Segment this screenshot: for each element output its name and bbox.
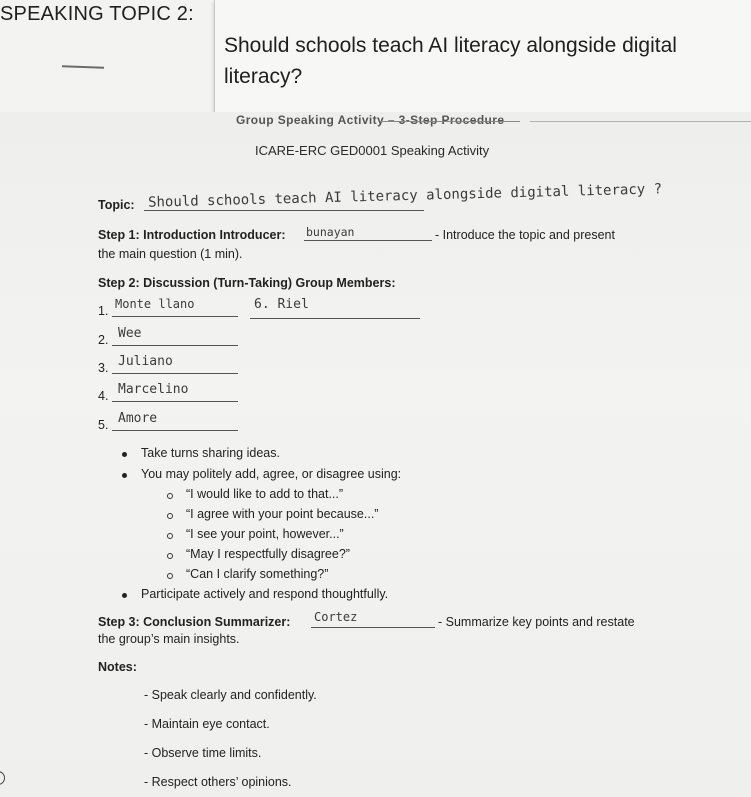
member-six-underline <box>250 318 420 319</box>
member-six: 6. Riel <box>254 297 309 312</box>
topic-label: Topic: <box>98 198 135 212</box>
bullet-text: You may politely add, agree, or disagree using: <box>141 467 402 481</box>
sheet-edge-line <box>530 121 751 122</box>
note-item: - Maintain eye contact. <box>144 717 270 731</box>
bullet-dot <box>122 593 127 598</box>
member-number: 3. <box>98 361 109 375</box>
step2-label: Step 2: Discussion (Turn-Taking) Group Members: <box>98 276 396 290</box>
sub-bullet-ring <box>167 493 173 499</box>
notes-label: Notes: <box>98 660 137 674</box>
strikethrough-line <box>380 121 520 122</box>
member-underline <box>112 430 238 431</box>
member-name: Juliano <box>118 354 173 369</box>
member-number: 5. <box>98 418 109 432</box>
bullet-dot <box>122 473 127 478</box>
member-underline <box>112 316 238 317</box>
document-heading: ICARE-ERC GED0001 Speaking Activity <box>255 143 490 158</box>
phrase-text: “May I respectfully disagree?” <box>186 547 350 561</box>
note-item: - Observe time limits. <box>144 746 262 760</box>
note-item: - Speak clearly and confidently. <box>144 688 317 702</box>
member-underline <box>112 345 238 346</box>
phrase-text: “Can I clarify something?” <box>186 567 329 581</box>
phrase-text: “I see your point, however...” <box>186 527 344 541</box>
step3-instruction: - Summarize key points and restate <box>438 615 635 629</box>
step3-instruction-cont: the group’s main insights. <box>98 632 240 646</box>
activity-sheet <box>0 112 751 797</box>
introducer-underline <box>304 240 432 241</box>
step1-instruction-cont: the main question (1 min). <box>98 247 243 261</box>
phrase-text: “I agree with your point because...” <box>186 507 379 521</box>
topic-question: Should schools teach AI literacy alongside digital literacy? <box>224 34 677 88</box>
speaking-topic-header: SPEAKING TOPIC 2: <box>0 3 194 25</box>
member-underline <box>112 401 238 402</box>
member-number: 1. <box>98 304 109 318</box>
introducer-name: bunayan <box>306 225 355 239</box>
sub-bullet-ring <box>167 533 173 539</box>
member-number: 2. <box>98 333 109 347</box>
step1-instruction: - Introduce the topic and present <box>435 228 615 242</box>
sub-bullet-ring <box>167 513 173 519</box>
summarizer-name: Cortez <box>314 610 358 624</box>
phrase-text: “I would like to add to that...” <box>186 487 344 501</box>
note-item: - Respect others’ opinions. <box>144 775 292 789</box>
summarizer-underline <box>311 627 435 628</box>
member-name: Monte llano <box>115 297 195 311</box>
step1-label: Step 1: Introduction Introducer: <box>98 228 286 242</box>
bullet-text: Participate actively and respond thoughtfully. <box>141 587 389 601</box>
sub-bullet-ring <box>167 553 173 559</box>
bullet-text: Take turns sharing ideas. <box>141 446 280 460</box>
topic-underline <box>144 210 424 211</box>
member-underline <box>112 373 238 374</box>
member-name: Amore <box>118 411 158 426</box>
member-name: Marcelino <box>118 382 189 397</box>
bullet-dot <box>122 452 127 457</box>
member-number: 4. <box>98 389 109 403</box>
member-name: Wee <box>118 326 142 341</box>
sub-bullet-ring <box>167 573 173 579</box>
topic-handwritten: Should schools teach AI literacy alongside digital literacy ? <box>147 181 663 211</box>
activity-title-partial: Group Speaking Activity – 3-Step Procedure <box>236 113 505 127</box>
step3-label: Step 3: Conclusion Summarizer: <box>98 615 291 629</box>
